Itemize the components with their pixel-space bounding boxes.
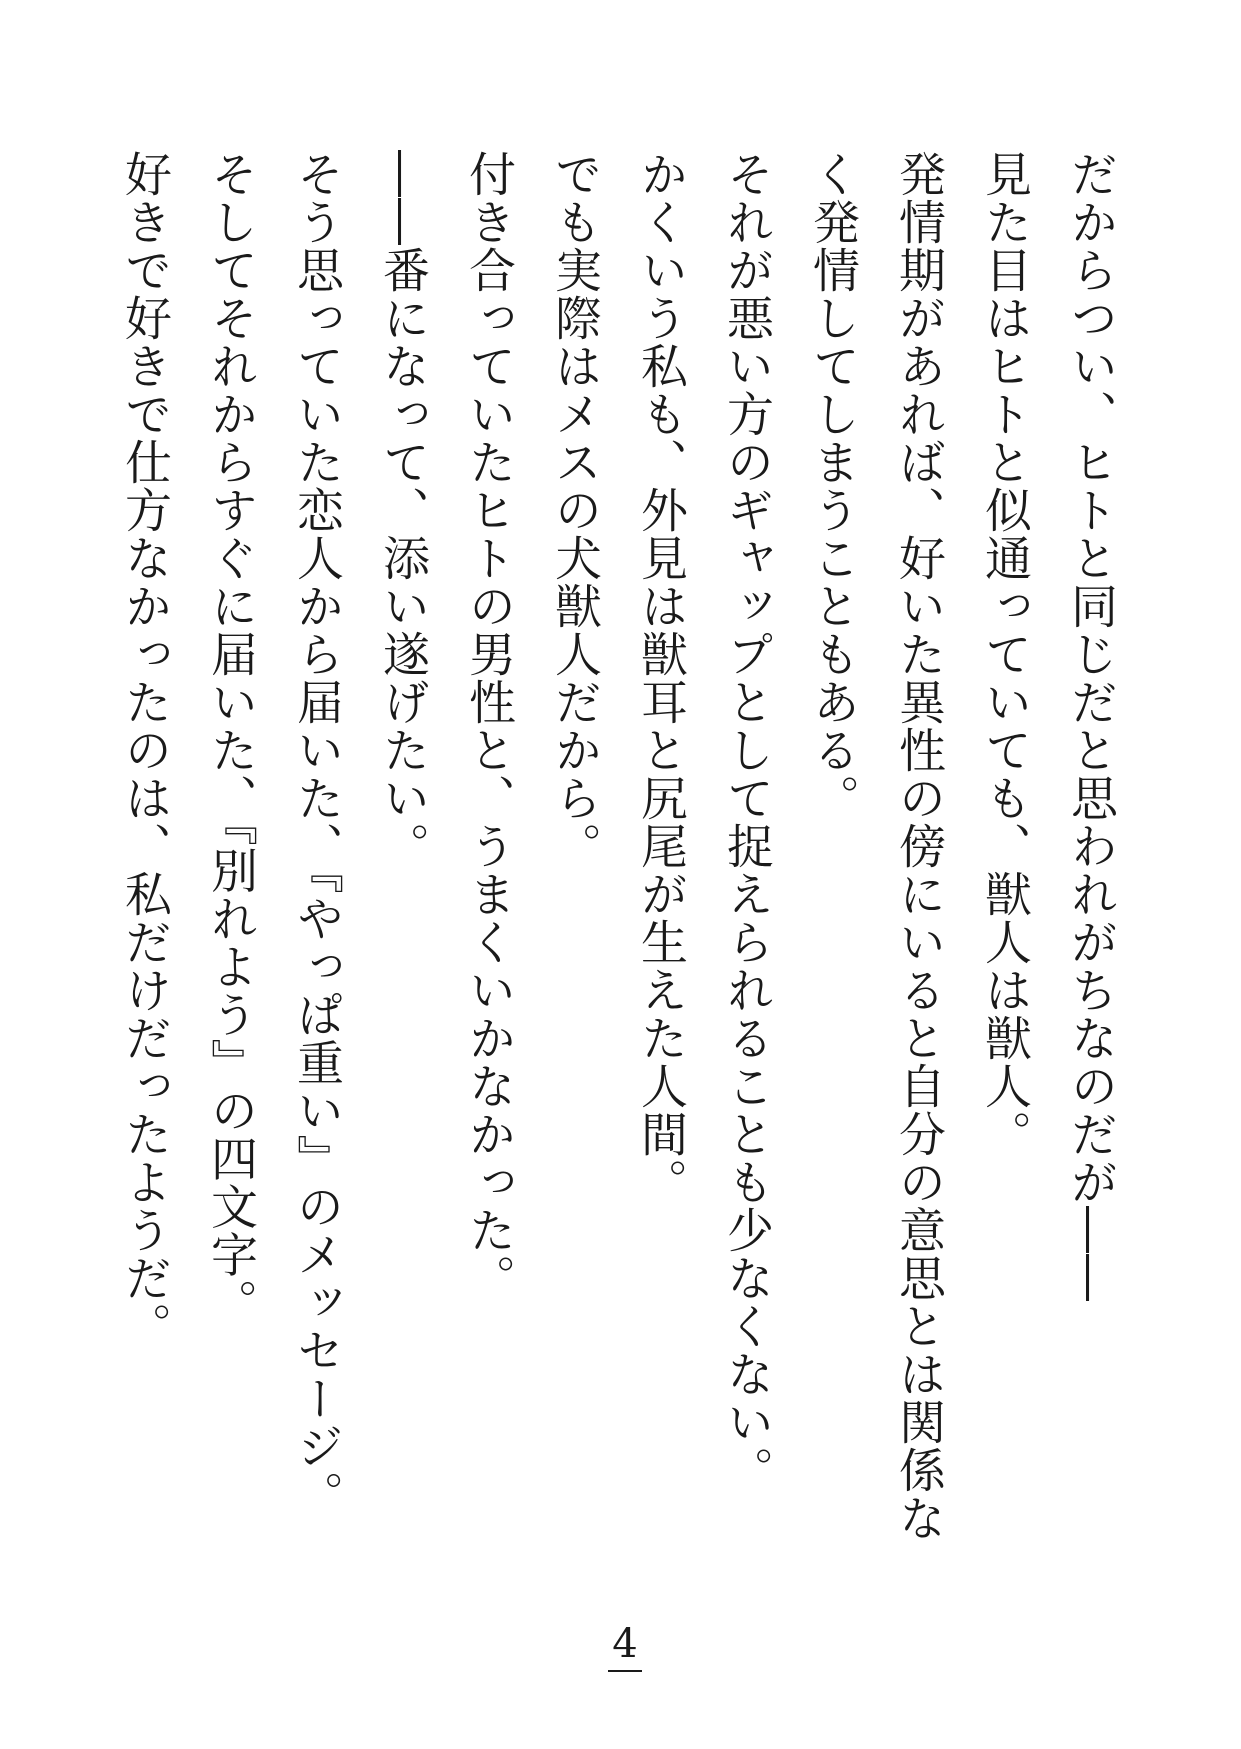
text-line: でも実際はメスの犬獣人だから。: [547, 150, 602, 870]
text-line: かくいう私も、外見は獣耳と尻尾が生えた人間。: [633, 150, 688, 1206]
text-line: だからつい、ヒトと同じだと思われがちなのだが――: [1063, 150, 1118, 1302]
text-line: そしてそれからすぐに届いた、『別れよう』の四文字。: [203, 150, 258, 1327]
body-text: [101, 150, 1133, 1570]
text-line: 見た目はヒトと似通っていても、獣人は獣人。: [977, 150, 1032, 1158]
text-line: 好きで好きで仕方なかったのは、私だけだったようだ。: [117, 150, 172, 1350]
text-line: それが悪い方のギャップとして捉えられることも少なくない。: [719, 150, 774, 1494]
text-line: く発情してしまうこともある。: [805, 150, 860, 822]
text-line: そう思っていた恋人から届いた、『やっぱ重い』のメッセージ。: [289, 150, 344, 1519]
page-number: 4: [612, 1621, 638, 1667]
text-line: ――番になって、添い遂げたい。: [375, 150, 430, 870]
text-line: 付き合っていたヒトの男性と、うまくいかなかった。: [461, 150, 516, 1302]
text-line: 発情期があれば、好いた異性の傍にいると自分の意思とは関係な: [891, 150, 946, 1542]
page-number-underline: [608, 1670, 642, 1672]
